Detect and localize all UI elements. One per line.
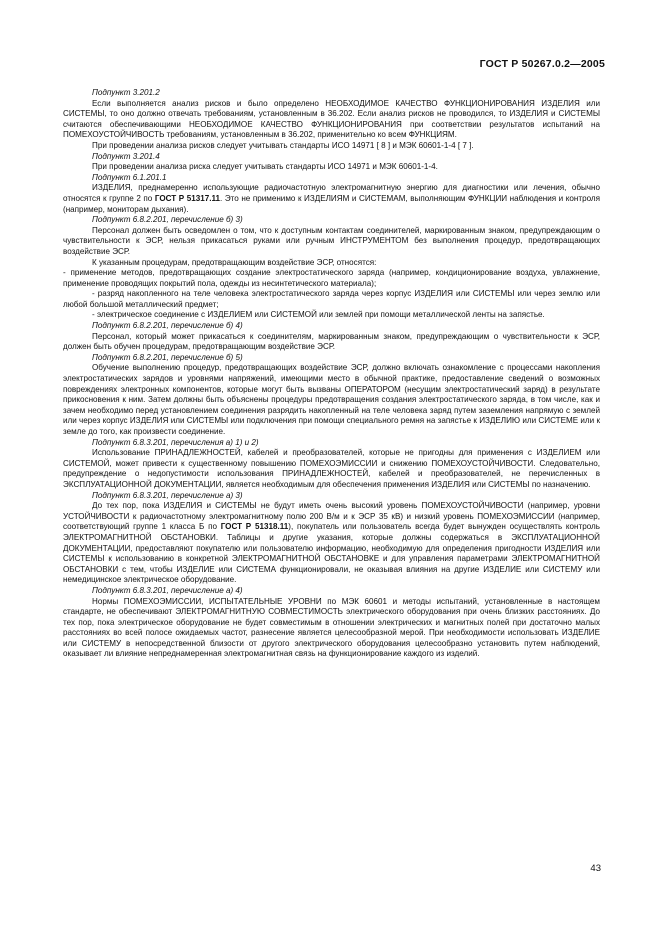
body-paragraph: Персонал, который может прикасаться к соединителям, маркированным знаком, предупреждающим о чувствительности к ЭСР, должен быть обучен процедурам, предотвращающим воздействие ЭСР. [63, 331, 600, 352]
subclause-heading: Подпункт 6.1.201.1 [92, 172, 167, 182]
body-paragraph: Нормы ПОМЕХОЭМИССИИ, ИСПЫТАТЕЛЬНЫЕ УРОВНИ по МЭК 60601 и методы испытаний, установленные в настоящем стандарте, не обеспечивают ЭЛЕКТРОМАГНИТНУЮ СОВМЕСТИМОСТЬ электрического оборудования при очень близких расстояниях. До тех пор, пока электрическое оборудование не будет совместимым в отношении электрических и магнитных полей при достаточно малых расстояниях во всей полосе ожидаемых частот, разнесение является целесообразной мерой. При необходимости использовать ИЗДЕЛИЕ или СИСТЕМУ в непосредственной близости от другого электрического оборудования целесообразно установить путем наблюдений, оказывает ли влияние непреднамеренная электромагнитная связь на функционирование каждого из изделий. [63, 596, 600, 659]
text-run: До тех пор, пока ИЗДЕЛИЯ и СИСТЕМЫ не будут иметь очень высокий уровень ПОМЕХОУСТОЙЧИВОСТИ (например, уровни УСТОЙЧИВОСТИ к радиочастотному электромагнитному полю 200 В/м и к ЭСР 35 кВ) и низкий уровень ПОМЕХОЭМИССИИ (например, соответствующий группе 1 класса Б по [63, 501, 600, 532]
text-run: ИЗДЕЛИЯ, преднамеренно использующие радиочастотную электромагнитную энергию для диагностики или лечения, обычно относятся к группе 2 по [63, 183, 600, 203]
subclause-heading: Подпункт 6.8.3.201, перечисления а) 1) и 2) [92, 437, 259, 447]
subclause-heading: Подпункт 6.8.3.201, перечисление а) 4) [92, 585, 243, 595]
body-paragraph: При проведении анализа рисков следует учитывать стандарты ИСО 14971 [ 8 ] и МЭК 60601-1-4 [ 7 ]. [92, 140, 474, 150]
standard-reference: ГОСТ Р 51317.11 [154, 193, 221, 203]
body-paragraph: Если выполняется анализ рисков и было определено НЕОБХОДИМОЕ КАЧЕСТВО ФУНКЦИОНИРОВАНИЯ ИЗДЕЛИЯ или СИСТЕМЫ, то оно должно отвечать требованиям, установленным в 36.202. Если анализ рисков не проводился, то ИЗДЕЛИЯ и СИСТЕМЫ считаются обеспечивающими НЕОБХОДИМОЕ КАЧЕСТВО ФУНКЦИОНИРОВАНИЯ при соответствии результатов испытаний на ПОМЕХОУСТОЙЧИВОСТЬ требованиям, установленным в 36.202, применительно ко всем ФУНКЦИЯМ. [63, 98, 600, 140]
document-body [63, 88, 600, 660]
list-item: - разряд накопленного на теле человека электростатического заряда через корпус ИЗДЕЛИЯ или СИСТЕМЫ или через землю или любой большой металлический предмет; [63, 289, 600, 309]
text-run: . Это не применимо к ИЗДЕЛИЯМ и СИСТЕМАМ, выполняющим ФУНКЦИИ наблюдения и контроля (например, мониторам дыхания). [63, 193, 600, 214]
subclause-heading: Подпункт 6.8.2.201, перечисление б) 5) [92, 352, 243, 362]
list-item: - электрическое соединение с ИЗДЕЛИЕМ или СИСТЕМОЙ или землей при помощи металлической ленты на запястье. [92, 310, 545, 320]
body-paragraph [63, 501, 600, 586]
body-paragraph: Использование ПРИНАДЛЕЖНОСТЕЙ, кабелей и преобразователей, которые не пригодны для применения с ИЗДЕЛИЕМ или СИСТЕМОЙ, может привести к существенному повышению ПОМЕХОЭМИССИИ и снижению ПОМЕХОУСТОЙЧИВОСТИ. Следовательно, предупреждение о недопустимости использования ПРИНАДЛЕЖНОСТЕЙ, кабелей и преобразователей, не перечисленных в ЭКСПЛУАТАЦИОННОЙ ДОКУМЕНТАЦИИ, является необходимым для обеспечения применения ИЗДЕЛИЯ или СИСТЕМЫ по назначению. [63, 448, 600, 489]
body-paragraph: Обучение выполнению процедур, предотвращающих воздействие ЭСР, должно включать ознакомление с процессами накопления электростатических зарядов и уровнями напряжений, имеющими место в обычной практике, предоставление сведений о возможных повреждениях электронных компонентов, которые могут быть вызваны ОПЕРАТОРОМ (несущим электростатический заряд) в результате прикосновения к ним. Затем должны быть объяснены процедуры предотвращения создания электростатического заряда, в том числе, как и зачем необходимо перед установлением соединения разрядить накопленный на теле человека заряд путем заземления напрямую с землей или через корпус ИЗДЕЛИЯ или СИСТЕМЫ или подключения при помощи специального ремня на запястье к ИЗДЕЛИЮ или СИСТЕМЕ или к земле до того, как произвести соединение. [63, 363, 600, 436]
body-paragraph [63, 183, 600, 215]
standard-header: ГОСТ Р 50267.0.2—2005 [479, 58, 605, 70]
standard-reference: ГОСТ Р 51318.11 [220, 522, 289, 532]
subclause-heading: Подпункт 6.8.3.201, перечисление а) 3) [92, 490, 243, 500]
body-paragraph: Персонал должен быть осведомлен о том, что к доступным контактам соединителей, маркированным знаком, предупреждающим о чувствительности к ЭСР, нельзя прикасаться руками или ручным ИНСТРУМЕНТОМ без выполнения процедур, предотвращающих воздействие ЭСР. [63, 225, 600, 256]
text-run: ), покупатель или пользователь всегда будет вынужден осуществлять контроль ЭЛЕКТРОМАГНИТНОЙ ОБСТАНОВКИ. Таблицы и другие указания, которые должны содержаться в ЭКСПЛУАТАЦИОННОЙ ДОКУМЕНТАЦИИ, предоставляют покупателю или пользователю информацию, необходимую для определения пригодности ИЗДЕЛИЯ или СИСТЕМЫ к использованию в конкретной ЭЛЕКТРОМАГНИТНОЙ ОБСТАНОВКЕ и для управления параметрами ЭЛЕКТРОМАГНИТНОЙ ОБСТАНОВКИ с тем, чтобы ИЗДЕЛИЕ или СИСТЕМА функционировали, не оказывая влияния на другие ИЗДЕЛИЕ или СИСТЕМУ или немедицинское электрическое оборудование. [63, 522, 600, 585]
body-paragraph: При проведении анализа риска следует учитывать стандарты ИСО 14971 и МЭК 60601-1-4. [92, 162, 438, 172]
body-paragraph: К указанным процедурам, предотвращающим воздействие ЭСР, относятся: [92, 257, 377, 267]
subclause-heading: Подпункт 6.8.2.201, перечисление б) 3) [92, 215, 243, 225]
subclause-heading: Подпункт 6.8.2.201, перечисление б) 4) [92, 321, 243, 331]
subclause-heading: Подпункт 3.201.4 [92, 151, 160, 161]
list-item: - применение методов, предотвращающих создание электростатического заряда (например, кондиционирование воздуха, увлажнение, применение проводящих покрытий пола, одежды из несинтетического материала); [63, 268, 600, 288]
page-number: 43 [590, 863, 601, 874]
subclause-heading: Подпункт 3.201.2 [92, 88, 160, 97]
